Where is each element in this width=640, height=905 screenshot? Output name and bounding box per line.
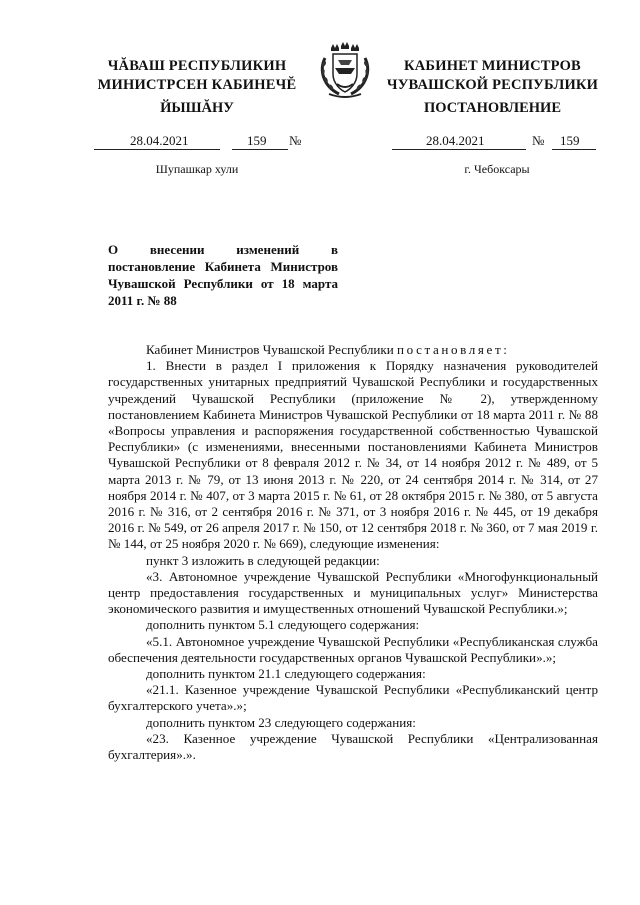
header-left-title-line2: МИНИСТРСЕН КАБИНЕЧĔ (97, 77, 297, 93)
body-paragraph-5: «5.1. Автономное учреждение Чувашской Республики «Республиканская служба обеспечения деятельности государственных органов Чувашской Республики».»; (108, 633, 598, 665)
body-paragraph-3: «3. Автономное учреждение Чувашской Республики «Многофункциональный центр предоставления государственных и муниципальных услуг» Министерства экономического развития и имущественных отношений Чувашской Республики.»; (108, 568, 598, 617)
body-paragraph-2: пункт 3 изложить в следующей редакции: (146, 552, 380, 568)
header-left-title (92, 57, 302, 95)
right-date-underline (392, 148, 526, 150)
right-number-underline (552, 148, 596, 150)
header-right-doc-type: ПОСТАНОВЛЕНИЕ (423, 100, 561, 116)
body-paragraph-8: дополнить пунктом 23 следующего содержания: (146, 714, 416, 730)
intro-prefix: Кабинет Министров Чувашской Республики (146, 342, 398, 357)
body-paragraph-7: «21.1. Казенное учреждение Чувашской Республики «Республиканский центр бухгалтерского учета».»; (108, 682, 598, 714)
left-number-underline (232, 148, 288, 150)
header-right-title-line2: ЧУВАШСКОЙ РЕСПУБЛИКИ (386, 77, 599, 93)
dateline-left (94, 133, 304, 151)
dateline-right (392, 133, 602, 151)
body-paragraph-9: «23. Казенное учреждение Чувашской Республики «Централизованная бухгалтерия».». (108, 730, 598, 763)
body-paragraph-6: дополнить пунктом 21.1 следующего содержания: (146, 666, 426, 682)
header-right-title-line1: КАБИНЕТ МИНИСТРОВ (404, 58, 581, 74)
left-number-sign: № (289, 133, 302, 148)
intro-paragraph (108, 342, 598, 358)
intro-spaced: постановляет: (397, 342, 510, 357)
document-subject: О внесении изменений в постановление Кабинета Министров Чувашской Республики от 18 марта 2011 г. № 88 (108, 242, 338, 308)
header-left-doc-type: ЙЫШĂНУ (160, 100, 234, 116)
body-paragraph-4: дополнить пунктом 5.1 следующего содержания: (146, 617, 420, 633)
body-paragraph-1: 1. Внести в раздел I приложения к Порядку назначения руководителей государственных унитарных предприятий Чувашской Республики и государственных учреждений Чувашской Республики (приложение № 2), утвержденному постановлением Кабинета Министров Чувашской Республики от 18 марта 2011 г. № 88 «Вопросы управления и распоряжения государственной собственностью Чувашской Республики» (с изменениями, внесенными постановлениями Кабинета Министров Чувашской Республики от 8 февраля 2012 г. № 34, от 14 ноября 2012 г. № 489, от 5 марта 2013 г. № 79, от 13 июня 2013 г. № 220, от 24 сентября 2014 г. № 314, от 27 ноября 2014 г. № 407, от 3 марта 2015 г. № 61, от 28 октября 2015 г. № 380, от 5 августа 2016 г. № 316, от 2 сентября 2016 г. № 371, от 3 ноября 2016 г. № 445, от 19 декабря 2016 г. № 549, от 26 апреля 2017 г. № 150, от 12 сентября 2018 г. № 360, от 7 мая 2019 г. № 144, от 25 ноября 2020 г. № 669), следующие изменения: (108, 358, 598, 552)
place-left: Шупашкар хули (155, 162, 239, 176)
chuvash-coat-of-arms-icon (315, 40, 375, 100)
left-date-underline (94, 148, 220, 150)
header-left-title-line1: ЧĂВАШ РЕСПУБЛИКИН (107, 58, 287, 74)
place-right: г. Чебоксары (464, 162, 530, 176)
right-number: 159 (560, 133, 580, 148)
right-date: 28.04.2021 (426, 133, 485, 148)
left-number: 159 (247, 133, 267, 148)
document-body (108, 342, 598, 763)
right-number-sign: № (532, 133, 545, 148)
header-right-title (385, 57, 600, 95)
left-date: 28.04.2021 (130, 133, 189, 148)
